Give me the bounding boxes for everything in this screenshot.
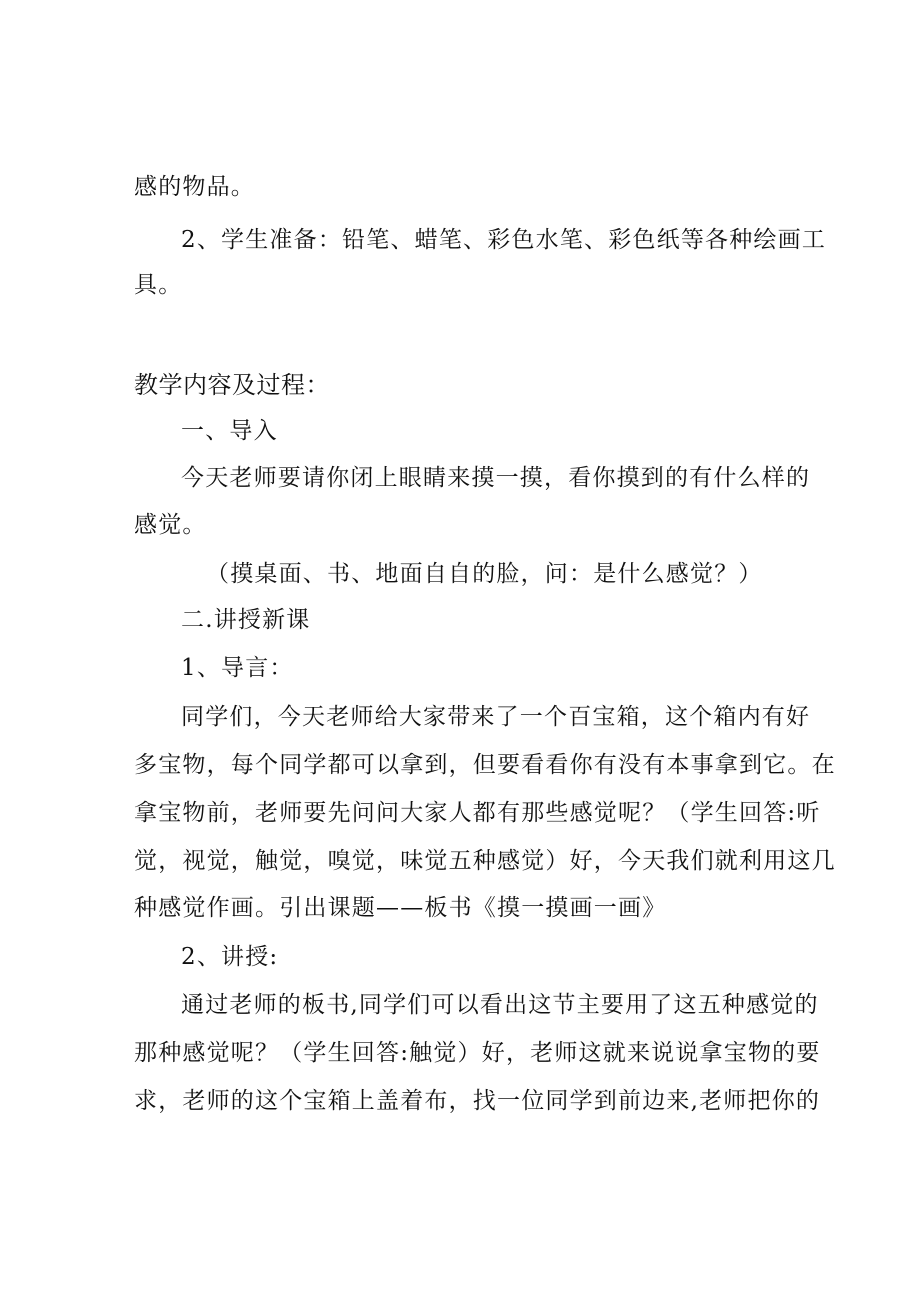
text-line: （摸桌面、书、地面自自的脸，问：是什么感觉？）	[206, 561, 763, 587]
text-line: 今天老师要请你闭上眼睛来摸一摸，看你摸到的有什么样的	[181, 465, 811, 491]
section-heading: 教学内容及过程：	[134, 371, 330, 399]
text-line: 2、讲授:	[181, 944, 279, 970]
text-line: 那种感觉呢？（学生回答:触觉）好，老师这就来说说拿宝物的要	[134, 1040, 821, 1066]
text-line: 多宝物，每个同学都可以拿到，但要看看你有没有本事拿到它。在	[134, 752, 836, 778]
text-line: 感觉。	[134, 512, 207, 538]
text-line: 1、导言：	[181, 655, 294, 681]
text-line: 觉，视觉，触觉，嗅觉，味觉五种感觉）好，今天我们就利用这几	[134, 848, 836, 874]
text-line: 感的物品。	[134, 174, 255, 200]
text-line: 一、导入	[181, 418, 278, 444]
text-line: 二.讲授新课	[181, 607, 311, 633]
text-line: 种感觉作画。引出课题——板书《摸一摸画一画》	[134, 895, 667, 921]
text-line: 具。	[134, 272, 183, 298]
text-line: 通过老师的板书,同学们可以看出这节主要用了这五种感觉的	[181, 992, 819, 1018]
text-line: 同学们，今天老师给大家带来了一个百宝箱，这个箱内有好	[181, 704, 811, 730]
text-line: 2、学生准备：铅笔、蜡笔、彩色水笔、彩色纸等各种绘画工	[181, 227, 827, 253]
text-line: 拿宝物前，老师要先问问大家人都有那些感觉呢？（学生回答:听	[134, 800, 821, 826]
text-line: 求，老师的这个宝箱上盖着布，找一位同学到前边来,老师把你的	[134, 1088, 821, 1114]
